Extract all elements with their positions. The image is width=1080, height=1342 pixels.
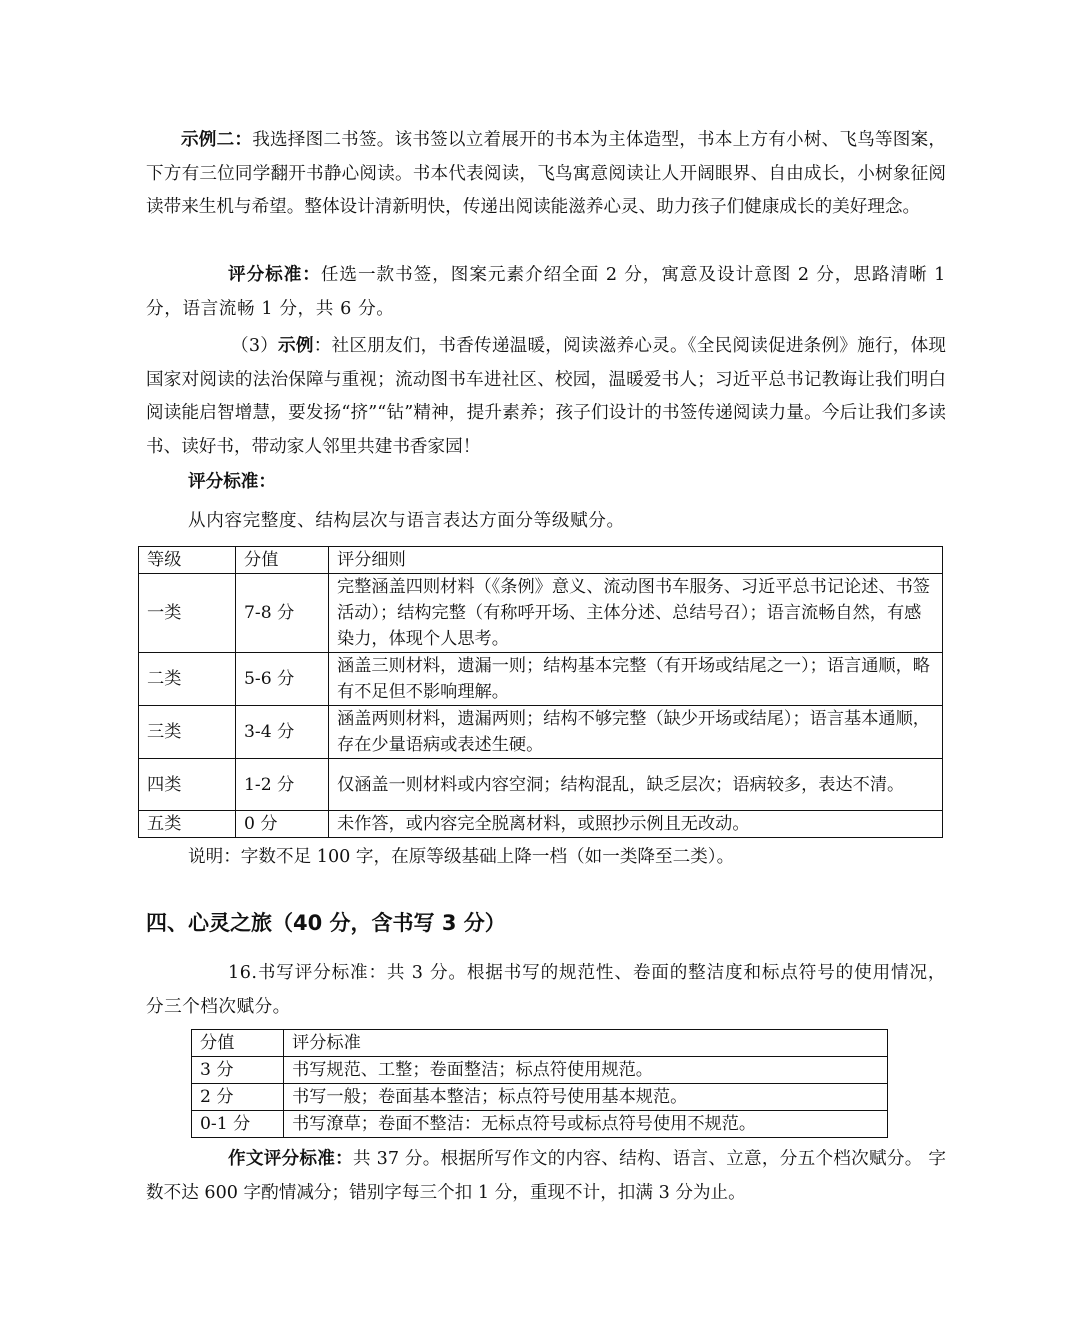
grade-detail: 涵盖两则材料，遗漏两则；结构不够完整（缺少开场或结尾）；语言基本通顺，存在少量语病或表述生硬。 <box>329 706 943 759</box>
writing-detail: 书写一般；卷面基本整洁；标点符号使用基本规范。 <box>284 1084 888 1111</box>
writing-detail: 书写潦草；卷面不整洁：无标点符号或标点符号使用不规范。 <box>284 1111 888 1138</box>
grade-score: 7-8 分 <box>236 574 329 653</box>
table-row <box>192 1084 888 1111</box>
table-row <box>139 759 943 811</box>
table-row <box>139 706 943 759</box>
grade-score: 1-2 分 <box>236 759 329 811</box>
table-row <box>192 1111 888 1138</box>
criteria-two-label: 评分标准： <box>188 471 276 492</box>
essay-criteria-text: 共 37 分。根据所写作文的内容、结构、语言、立意，分五个档次赋分。 字数不达 600 字酌情减分；错别字每三个扣 1 分，重现不计，扣满 3 分为止。 <box>146 1149 946 1203</box>
grade-score: 5-6 分 <box>236 653 329 706</box>
grade-score: 3-4 分 <box>236 706 329 759</box>
example-three-text: ：社区朋友们，书香传递温暖，阅读滋养心灵。《全民阅读促进条例》施行，体现国家对阅读的法治保障与重视；流动图书车进社区、校园，温暖爱书人；习近平总书记教诲让我们明白阅读能启智增慧，要发扬“挤”“钻”精神，提升素养；孩子们设计的书签传递阅读力量。今后让我们多读书、读好书，带动家人邻里共建书香家园！ <box>146 336 946 457</box>
writing-header-detail: 评分标准 <box>284 1030 888 1057</box>
grade-detail: 完整涵盖四则材料（《条例》意义、流动图书车服务、习近平总书记论述、书签活动）；结构完整（有称呼开场、主体分述、总结号召）；语言流畅自然，有感染力，体现个人思考。 <box>329 574 943 653</box>
grade-level: 三类 <box>139 706 236 759</box>
grade-header-level: 等级 <box>139 547 236 574</box>
grade-score: 0 分 <box>236 811 329 838</box>
essay-criteria-label: 作文评分标准： <box>228 1148 353 1169</box>
example-two-text: 我选择图二书签。该书签以立着展开的书本为主体造型，书本上方有小树、飞鸟等图案，下方有三位同学翻开书静心阅读。书本代表阅读，飞鸟寓意阅读让人开阔眼界、自由成长，小树象征阅读带来生机与希望。整体设计清新明快，传递出阅读能滋养心灵、助力孩子们健康成长的美好理念。 <box>146 130 946 217</box>
example-two-label: 示例二： <box>181 129 253 150</box>
table-row <box>139 811 943 838</box>
example-three-prefix: （3） <box>231 336 279 356</box>
writing-header-score: 分值 <box>192 1030 284 1057</box>
question-16-text: 16.书写评分标准：共 3 分。根据书写的规范性、卷面的整洁度和标点符号的使用情况，分三个档次赋分。 <box>146 963 946 1017</box>
writing-score: 3 分 <box>192 1057 284 1084</box>
grade-table-header <box>139 547 943 574</box>
grade-detail: 涵盖三则材料，遗漏一则；结构基本完整（有开场或结尾之一）；语言通顺，略有不足但不影响理解。 <box>329 653 943 706</box>
example-two-paragraph <box>146 123 946 225</box>
criteria-two-intro: 从内容完整度、结构层次与语言表达方面分等级赋分。 <box>188 511 625 531</box>
writing-score: 2 分 <box>192 1084 284 1111</box>
grade-level: 二类 <box>139 653 236 706</box>
example-three-label: 示例 <box>278 335 314 356</box>
example-three-paragraph <box>146 329 946 464</box>
writing-table-header <box>192 1030 888 1057</box>
grade-level: 一类 <box>139 574 236 653</box>
writing-score: 0-1 分 <box>192 1111 284 1138</box>
criteria-one-label: 评分标准： <box>228 264 321 285</box>
grade-header-score: 分值 <box>236 547 329 574</box>
section-four-heading: 四、心灵之旅（40 分，含书写 3 分） <box>146 911 506 935</box>
table-row <box>139 574 943 653</box>
grade-level: 四类 <box>139 759 236 811</box>
question-16-paragraph <box>146 957 946 1024</box>
grade-detail: 仅涵盖一则材料或内容空洞；结构混乱，缺乏层次；语病较多，表达不清。 <box>329 759 943 811</box>
table-row <box>139 653 943 706</box>
grade-detail: 未作答，或内容完全脱离材料，或照抄示例且无改动。 <box>329 811 943 838</box>
criteria-one-paragraph <box>146 258 946 326</box>
criteria-one-text: 任选一款书签，图案元素介绍全面 2 分，寓意及设计意图 2 分，思路清晰 1 分，语言流畅 1 分，共 6 分。 <box>146 265 946 319</box>
grade-table <box>138 546 943 838</box>
table-row <box>192 1057 888 1084</box>
grade-header-detail: 评分细则 <box>329 547 943 574</box>
writing-table <box>191 1029 888 1138</box>
grade-level: 五类 <box>139 811 236 838</box>
writing-detail: 书写规范、工整；卷面整洁；标点符使用规范。 <box>284 1057 888 1084</box>
essay-criteria-paragraph <box>146 1142 946 1210</box>
grade-note: 说明：字数不足 100 字，在原等级基础上降一档（如一类降至二类）。 <box>188 847 735 867</box>
